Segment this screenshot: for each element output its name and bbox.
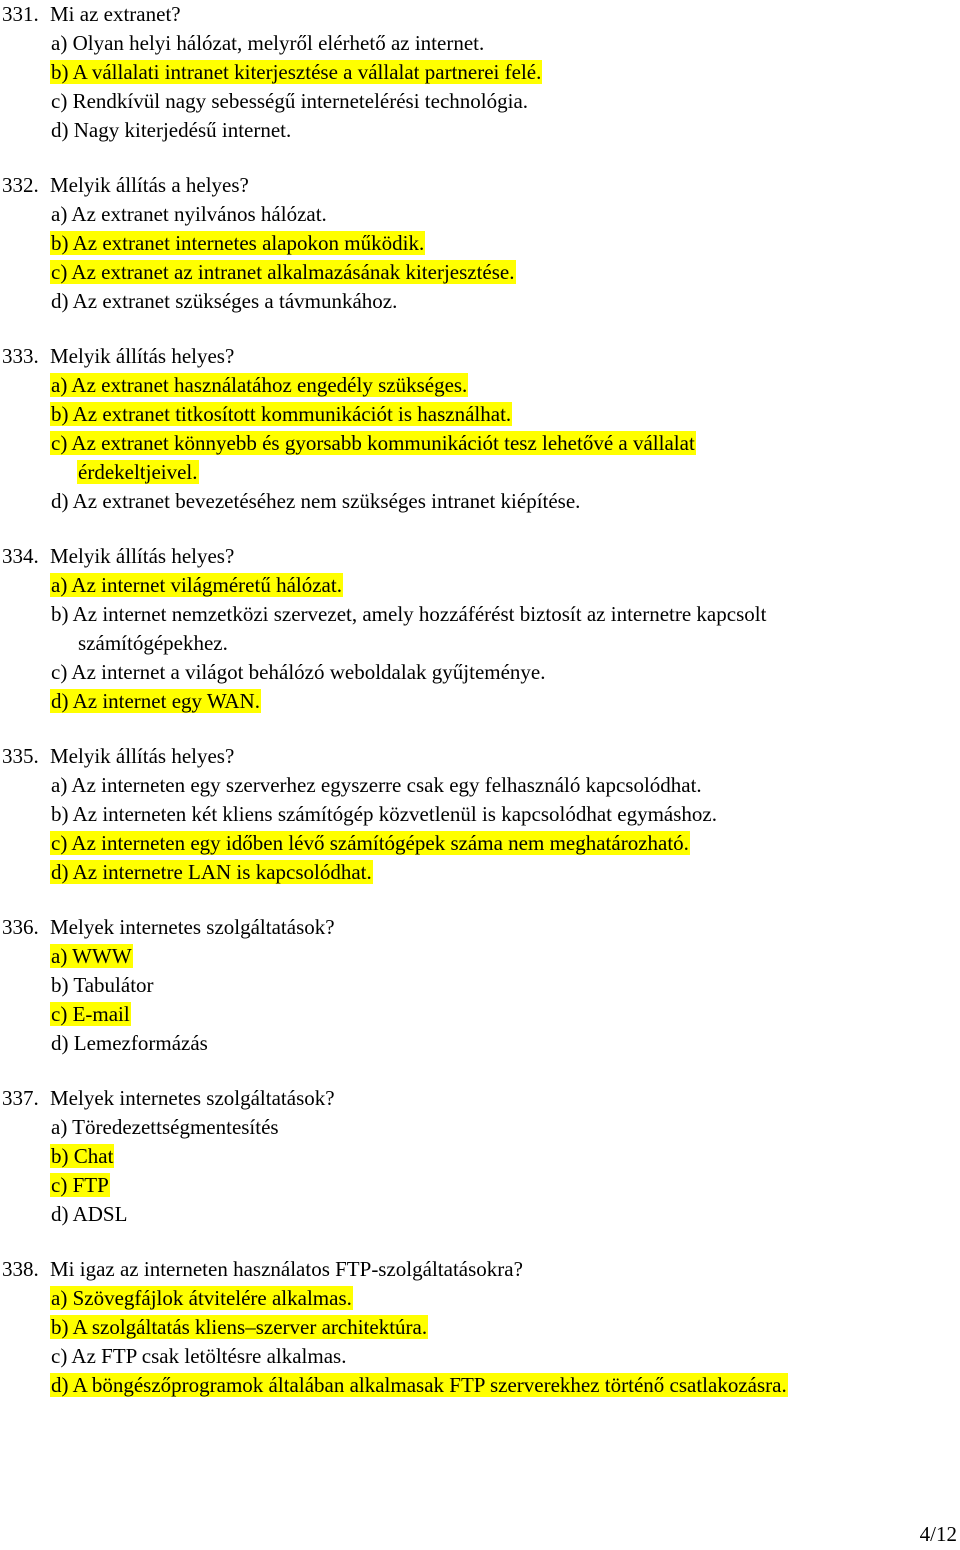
answer-text: c) Az internet a világot behálózó weboldalak gyűjteménye. <box>51 660 546 684</box>
answer-text: számítógépekhez. <box>78 631 228 655</box>
answer-option <box>0 658 960 687</box>
answer-option <box>0 200 960 229</box>
answer-option-correct <box>0 829 960 858</box>
answer-option <box>0 487 960 516</box>
question-block <box>0 342 960 516</box>
question-number: 331. <box>2 2 39 26</box>
question-title <box>0 742 960 771</box>
answer-text: c) Az interneten egy időben lévő számítógépek száma nem meghatározható. <box>51 831 689 855</box>
answer-option-correct <box>0 371 960 400</box>
answer-option-correct <box>0 458 960 487</box>
answer-option-correct <box>0 429 960 458</box>
answer-text: a) Töredezettségmentesítés <box>51 1115 279 1139</box>
question-spacer <box>0 145 960 171</box>
answer-option-correct <box>0 687 960 716</box>
question-text: Melyik állítás helyes? <box>50 544 235 568</box>
answer-text: c) Az extranet könnyebb és gyorsabb kommunikációt tesz lehetővé a vállalat <box>51 431 695 455</box>
question-spacer <box>0 316 960 342</box>
question-text: Mi igaz az interneten használatos FTP-szolgáltatásokra? <box>50 1257 523 1281</box>
answer-option-correct <box>0 942 960 971</box>
answer-option <box>0 29 960 58</box>
question-number: 335. <box>2 744 39 768</box>
answer-option <box>0 629 960 658</box>
question-title <box>0 1084 960 1113</box>
answer-text: b) Az extranet internetes alapokon működik. <box>51 231 425 255</box>
question-number: 332. <box>2 173 39 197</box>
answer-text: d) Az internet egy WAN. <box>51 689 260 713</box>
question-text: Melyik állítás a helyes? <box>50 173 249 197</box>
answer-option <box>0 287 960 316</box>
answer-text: b) Tabulátor <box>51 973 154 997</box>
question-block <box>0 0 960 145</box>
answer-text: d) A böngészőprogramok általában alkalmasak FTP szerverekhez történő csatlakozásra. <box>51 1373 787 1397</box>
answer-text: b) Az interneten két kliens számítógép közvetlenül is kapcsolódhat egymáshoz. <box>51 802 717 826</box>
answer-option <box>0 971 960 1000</box>
answer-option-correct <box>0 858 960 887</box>
answer-option-correct <box>0 1313 960 1342</box>
answer-text: a) Szövegfájlok átvitelére alkalmas. <box>51 1286 352 1310</box>
answer-text: a) Az extranet nyilvános hálózat. <box>51 202 327 226</box>
answer-text: d) Lemezformázás <box>51 1031 208 1055</box>
question-text: Melyek internetes szolgáltatások? <box>50 915 335 939</box>
answer-option <box>0 800 960 829</box>
answer-text: b) A vállalati intranet kiterjesztése a vállalat partnerei felé. <box>51 60 542 84</box>
answer-option-correct <box>0 229 960 258</box>
question-text: Melyik állítás helyes? <box>50 744 235 768</box>
answer-text: c) Rendkívül nagy sebességű internetelérési technológia. <box>51 89 529 113</box>
answer-option <box>0 87 960 116</box>
answer-text: d) ADSL <box>51 1202 128 1226</box>
answer-option-correct <box>0 58 960 87</box>
question-title <box>0 171 960 200</box>
question-title <box>0 542 960 571</box>
question-text: Melyek internetes szolgáltatások? <box>50 1086 335 1110</box>
answer-text: d) Nagy kiterjedésű internet. <box>51 118 292 142</box>
question-spacer <box>0 716 960 742</box>
answer-text: d) Az extranet szükséges a távmunkához. <box>51 289 398 313</box>
question-block <box>0 742 960 887</box>
answer-text: a) Az interneten egy szerverhez egyszerre csak egy felhasználó kapcsolódhat. <box>51 773 702 797</box>
answer-option <box>0 1200 960 1229</box>
answer-text: c) FTP <box>51 1173 109 1197</box>
answer-text: érdekeltjeivel. <box>78 460 198 484</box>
answer-option <box>0 116 960 145</box>
question-block <box>0 542 960 716</box>
answer-option <box>0 1113 960 1142</box>
question-title <box>0 0 960 29</box>
answer-text: b) Az extranet titkosított kommunikációt is használhat. <box>51 402 512 426</box>
question-block <box>0 1084 960 1229</box>
question-spacer <box>0 1229 960 1255</box>
answer-text: c) E-mail <box>51 1002 130 1026</box>
answer-option <box>0 771 960 800</box>
answer-text: a) Olyan helyi hálózat, melyről elérhető az internet. <box>51 31 485 55</box>
answer-text: c) Az FTP csak letöltésre alkalmas. <box>51 1344 347 1368</box>
question-title <box>0 342 960 371</box>
answer-option-correct <box>0 1371 960 1400</box>
answer-option <box>0 1029 960 1058</box>
answer-option-correct <box>0 1000 960 1029</box>
answer-text: b) Chat <box>51 1144 114 1168</box>
answer-option-correct <box>0 1142 960 1171</box>
question-block <box>0 1255 960 1400</box>
answer-option-correct <box>0 400 960 429</box>
question-spacer <box>0 887 960 913</box>
question-title <box>0 913 960 942</box>
question-number: 336. <box>2 915 39 939</box>
question-block <box>0 913 960 1058</box>
question-text: Mi az extranet? <box>50 2 181 26</box>
answer-text: d) Az extranet bevezetéséhez nem szükséges intranet kiépítése. <box>51 489 581 513</box>
answer-text: c) Az extranet az intranet alkalmazásának kiterjesztése. <box>51 260 515 284</box>
question-spacer <box>0 516 960 542</box>
question-block <box>0 171 960 316</box>
answer-text: d) Az internetre LAN is kapcsolódhat. <box>51 860 372 884</box>
answer-option-correct <box>0 1284 960 1313</box>
question-number: 337. <box>2 1086 39 1110</box>
question-title <box>0 1255 960 1284</box>
answer-text: a) Az internet világméretű hálózat. <box>51 573 342 597</box>
answer-text: a) WWW <box>51 944 132 968</box>
question-spacer <box>0 1058 960 1084</box>
answer-option-correct <box>0 1171 960 1200</box>
answer-option-correct <box>0 258 960 287</box>
question-number: 334. <box>2 544 39 568</box>
answer-option <box>0 600 960 629</box>
answer-option <box>0 1342 960 1371</box>
answer-text: b) Az internet nemzetközi szervezet, amely hozzáférést biztosít az internetre kapcsolt <box>51 602 767 626</box>
answer-text: a) Az extranet használatához engedély szükséges. <box>51 373 468 397</box>
answer-option-correct <box>0 571 960 600</box>
page-number: 4/12 <box>919 1522 957 1546</box>
answer-text: b) A szolgáltatás kliens–szerver architektúra. <box>51 1315 428 1339</box>
question-number: 338. <box>2 1257 39 1281</box>
question-number: 333. <box>2 344 39 368</box>
question-text: Melyik állítás helyes? <box>50 344 235 368</box>
